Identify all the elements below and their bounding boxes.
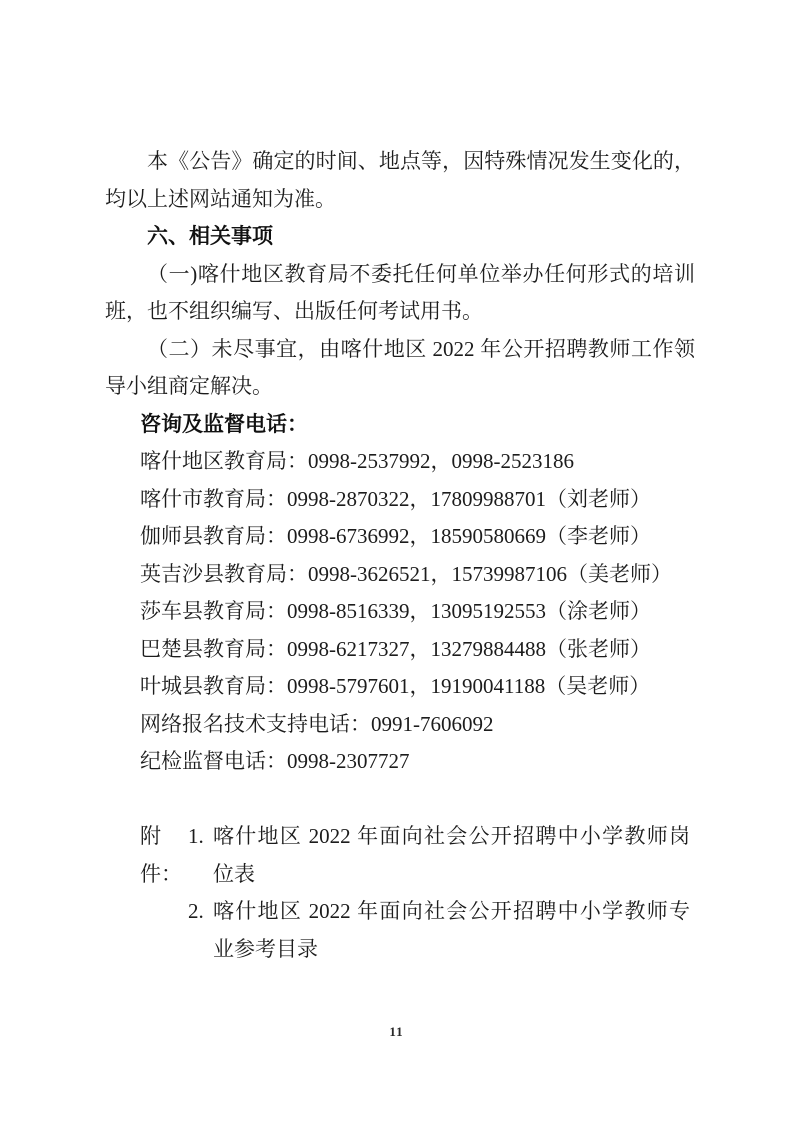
item-2-line-2: 导小组商定解决。 — [105, 374, 273, 398]
section-heading: 六、相关事项 — [147, 225, 273, 248]
attachment-1-line-1: 喀什地区 2022 年面向社会公开招聘中小学教师岗 — [213, 824, 690, 848]
item-2-line-1: （二）未尽事宜，由喀什地区 2022 年公开招聘教师工作领 — [147, 336, 695, 361]
attachment-1-number: 1. — [188, 824, 204, 848]
attachments-label-spacer — [140, 893, 188, 968]
contact-yengisar-county-education-bureau: 英吉沙县教育局：0998-3626521，15739987106（美老师） — [140, 561, 672, 586]
contacts-heading: 咨询及监督电话： — [140, 412, 308, 436]
contact-shache-county-education-bureau: 莎车县教育局：0998-8516339，13095192553（涂老师） — [140, 599, 651, 623]
attachment-2-number: 2. — [188, 899, 204, 923]
contact-yecheng-county-education-bureau: 叶城县教育局：0998-5797601，19190041188（吴老师） — [140, 674, 651, 698]
attachment-item-2 — [105, 893, 695, 968]
attachment-2-line-1: 喀什地区 2022 年面向社会公开招聘中小学教师专 — [213, 899, 690, 923]
contact-prefecture-education-bureau: 喀什地区教育局：0998-2537992，0998-2523186 — [140, 449, 574, 473]
attachment-1-title — [213, 818, 690, 893]
blank-line — [105, 781, 695, 819]
attachment-2-line-2: 业参考目录 — [213, 936, 318, 961]
notice-paragraph-line-1: 本《公告》确定的时间、地点等，因特殊情况发生变化的， — [147, 149, 695, 173]
item-1-line-2: 班，也不组织编写、出版任何考试用书。 — [105, 299, 483, 323]
attachment-1-line-2: 位表 — [213, 861, 255, 886]
attachments-label: 附件： — [140, 824, 182, 886]
contact-online-registration-support: 网络报名技术支持电话：0991-7606092 — [140, 711, 494, 736]
contact-discipline-supervision: 纪检监督电话：0998-2307727 — [140, 749, 410, 773]
contact-kashgar-city-education-bureau: 喀什市教育局：0998-2870322，17809988701（刘老师） — [140, 486, 651, 511]
document-content — [105, 143, 695, 968]
item-1-line-1: （一)喀什地区教育局不委托任何单位举办任何形式的培训 — [147, 261, 695, 286]
contact-bachu-county-education-bureau: 巴楚县教育局：0998-6217327，13279884488（张老师） — [140, 636, 651, 661]
contact-jiashi-county-education-bureau: 伽师县教育局：0998-6736992，18590580669（李老师） — [140, 524, 651, 548]
notice-paragraph-line-2: 均以上述网站通知为准。 — [105, 186, 336, 211]
attachment-item-1 — [105, 818, 695, 893]
page-number: 11 — [389, 1024, 404, 1039]
attachment-2-title — [213, 893, 690, 968]
